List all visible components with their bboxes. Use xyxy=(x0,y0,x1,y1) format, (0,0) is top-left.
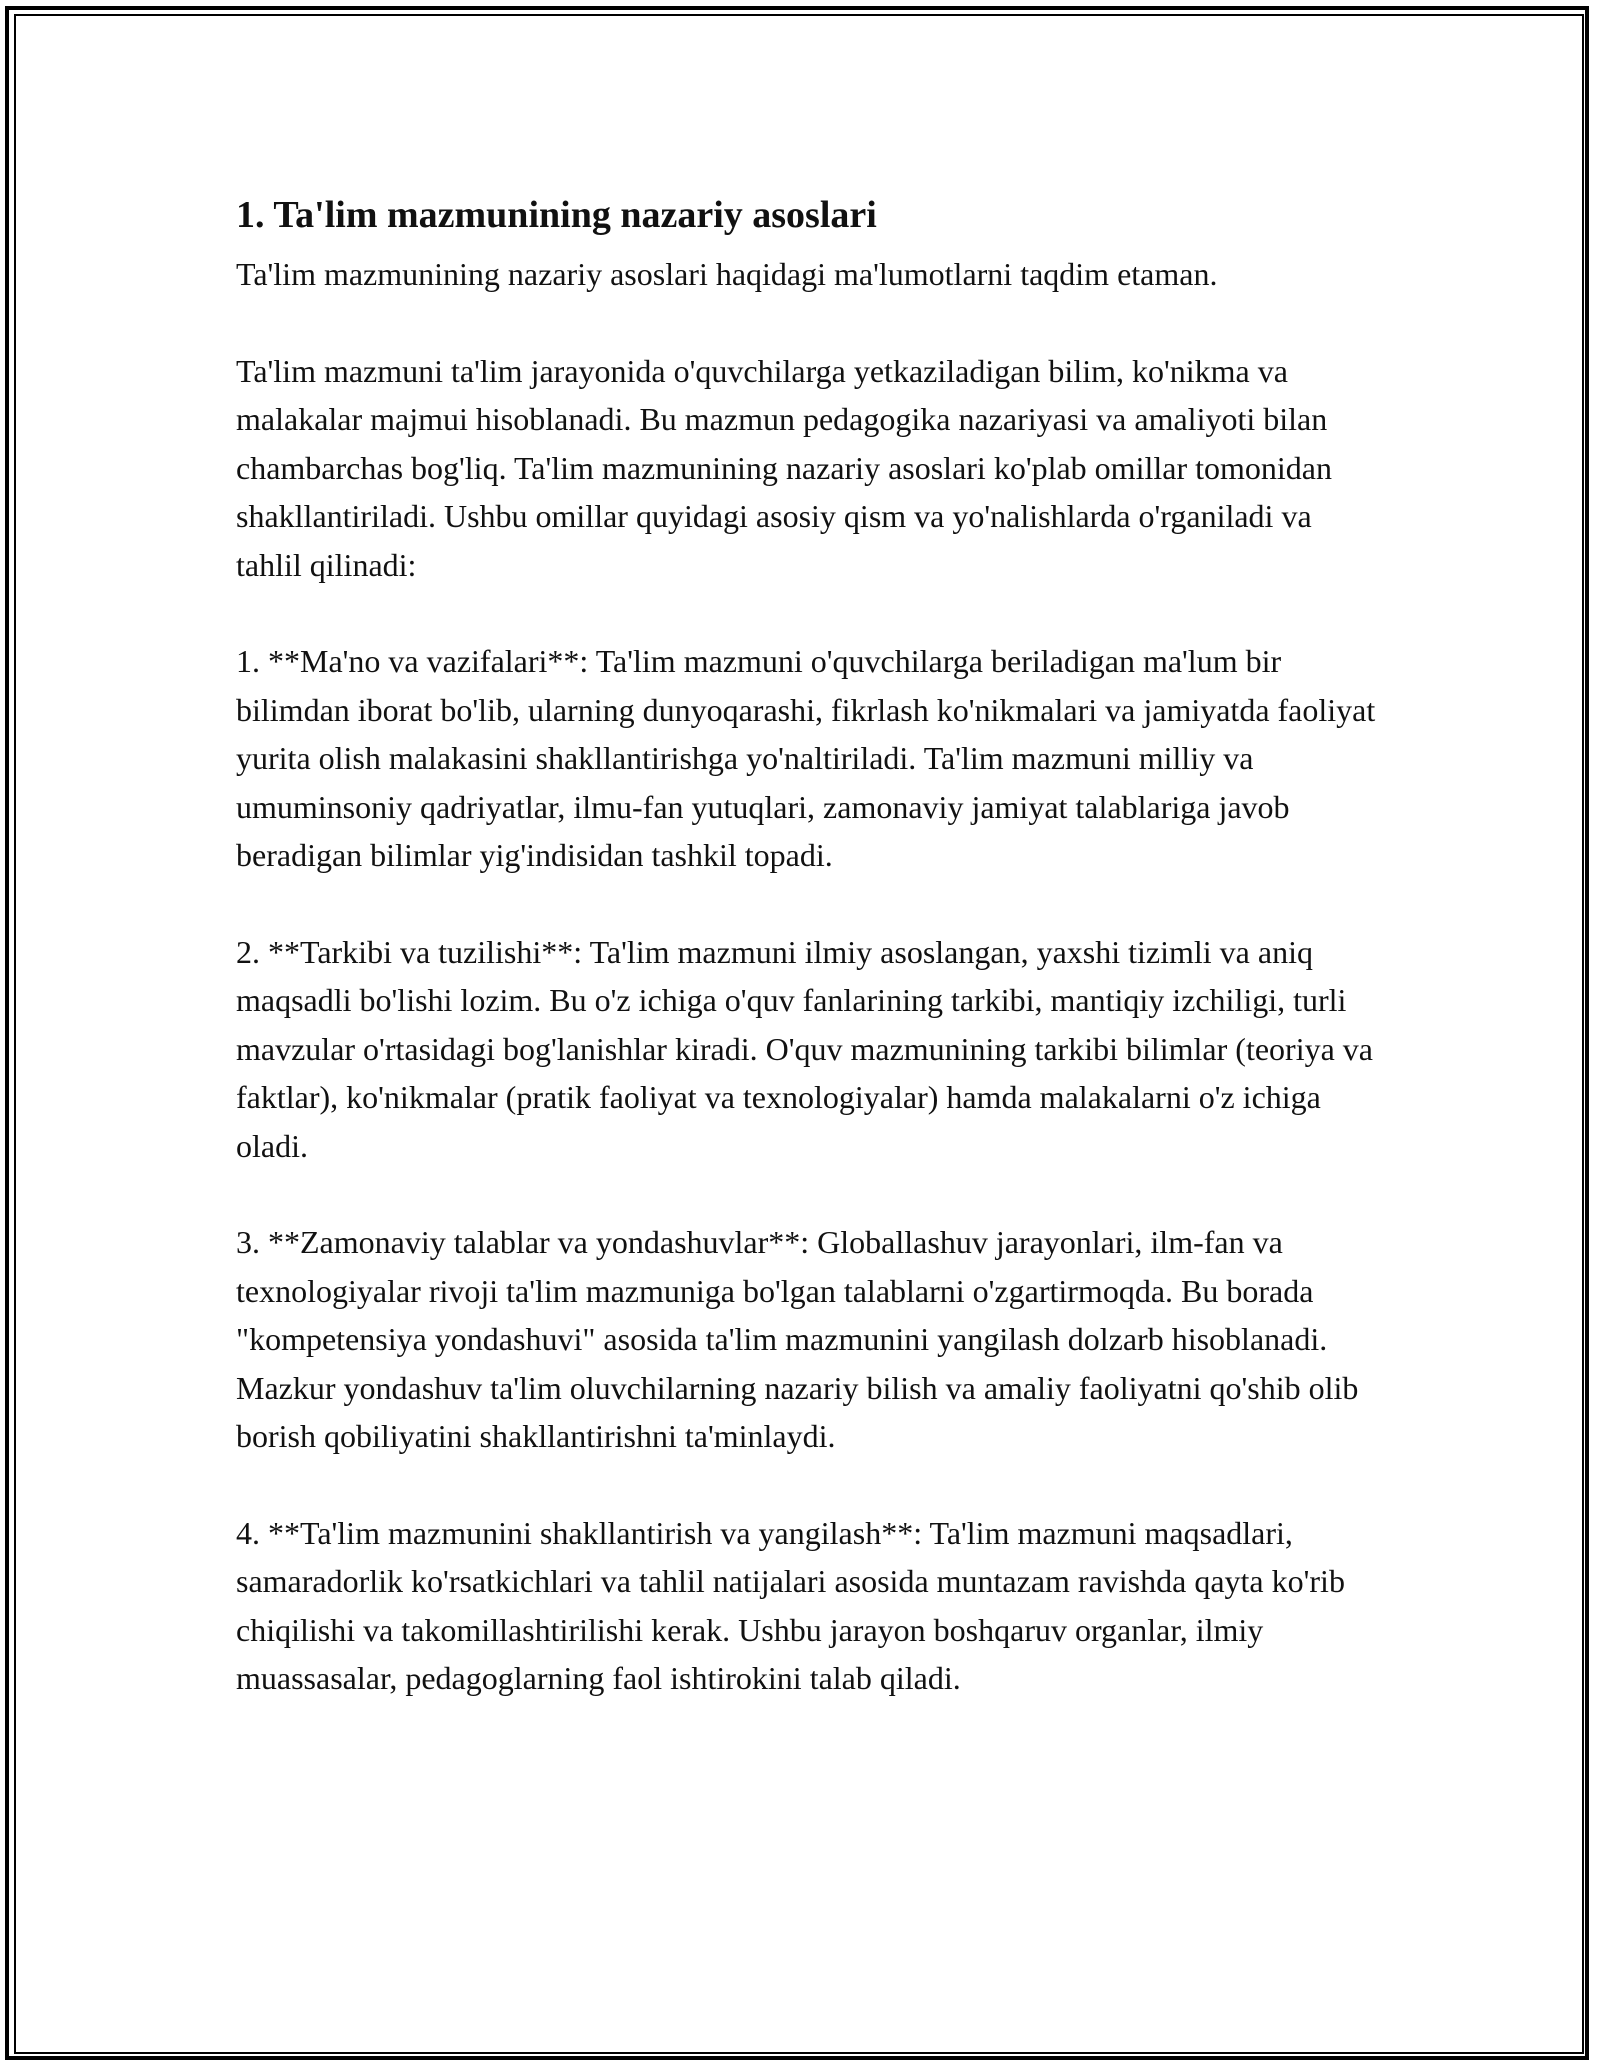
intro-paragraph: Ta'lim mazmunining nazariy asoslari haqidagi ma'lumotlarni taqdim etaman. xyxy=(236,256,1218,292)
paragraph-item-2: 2. **Tarkibi va tuzilishi**: Ta'lim mazmuni ilmiy asoslangan, yaxshi tizimli va aniq maqsadli bo'lishi lozim. Bu o'z ichiga o'quv fanlarining tarkibi, mantiqiy izchiligi, turli mavzular o'rtasidagi bog'lanishlar kiradi. O'quv mazmunining tarkibi bilimlar (teoriya va faktlar), ko'nikmalar (pratik faoliyat va texnologiyalar) hamda malakalarni o'z ichiga oladi. xyxy=(236,933,1373,1164)
paragraph-item-4: 4. **Ta'lim mazmunini shakllantirish va yangilash**: Ta'lim mazmuni maqsadlari, samaradorlik ko'rsatkichlari va tahlil natijalari asosida muntazam ravishda qayta ko'rib chiqilishi va takomillashtirilishi kerak. Ushbu jarayon boshqaruv organlar, ilmiy muassasalar, pedagoglarning faol ishtirokini talab qiladi. xyxy=(236,1514,1345,1696)
document-title: 1. Ta'lim mazmunining nazariy asoslari xyxy=(236,194,877,236)
document-body xyxy=(236,182,1376,1751)
paragraph-item-3: 3. **Zamonaviy talablar va yondashuvlar**: Globallashuv jarayonlari, ilm-fan va texnologiyalar rivoji ta'lim mazmuniga bo'lgan talablarni o'zgartirmoqda. Bu borada "kompetensiya yondashuvi" asosida ta'lim mazmunini yangilash dolzarb hisoblanadi. Mazkur yondashuv ta'lim oluvchilarning nazariy bilish va amaliy faoliyatni qo'shib olib borish qobiliyatini shakllantirishni ta'minlaydi. xyxy=(236,1224,1359,1454)
paragraph-item-1: 1. **Ma'no va vazifalari**: Ta'lim mazmuni o'quvchilarga beriladigan ma'lum bir bilimdan iborat bo'lib, ularning dunyoqarashi, fikrlash ko'nikmalari va jamiyatda faoliyat yurita olish malakasini shakllantirishga yo'naltiriladi. Ta'lim mazmuni milliy va umuminsoniy qadriyatlar, ilmu-fan yutuqlari, zamonaviy jamiyat talablariga javob beradigan bilimlar yig'indisidan tashkil topadi. xyxy=(236,643,1376,873)
paragraph-overview: Ta'lim mazmuni ta'lim jarayonida o'quvchilarga yetkaziladigan bilim, ko'nikma va malakalar majmui hisoblanadi. Bu mazmun pedagogika nazariyasi va amaliyoti bilan chambarchas bog'liq. Ta'lim mazmunining nazariy asoslari ko'plab omillar tomonidan shakllantiriladi. Ushbu omillar quyidagi asosiy qism va yo'nalishlarda o'rganiladi va tahlil qilinadi: xyxy=(236,352,1332,583)
